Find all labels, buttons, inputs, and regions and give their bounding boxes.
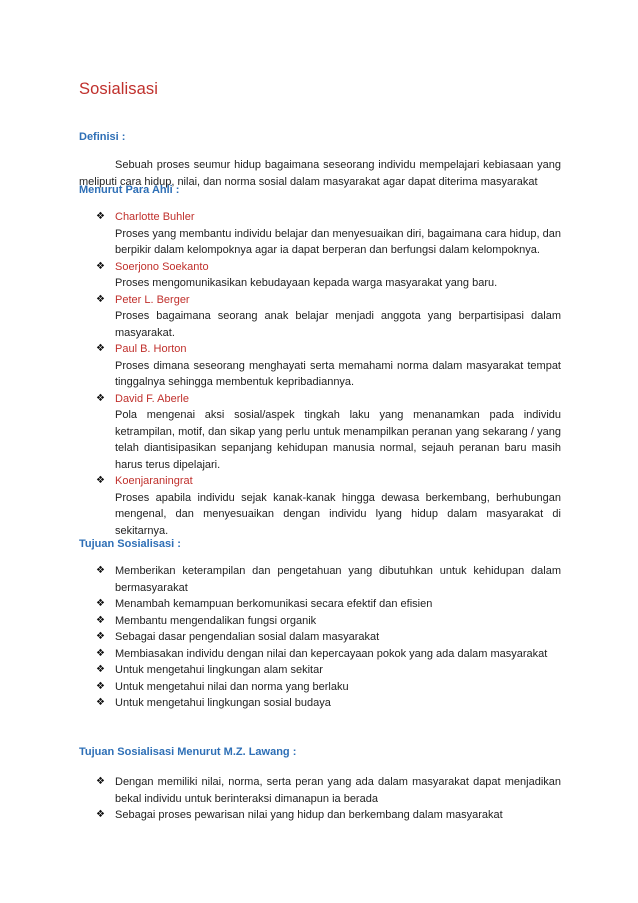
goal-item — [79, 613, 561, 630]
lawang-item — [79, 774, 561, 807]
definition-text: Sebuah proses seumur hidup bagaimana seseorang individu mempelajari kebiasaan yang meliputi cara hidup, nilai, dan norma sosial dalam masyarakat agar dapat diterima masyarakat — [79, 159, 561, 188]
diamond-bullet-icon: ❖ — [96, 697, 105, 708]
expert-name: Paul B. Horton — [115, 343, 187, 355]
diamond-bullet-icon: ❖ — [96, 392, 105, 404]
expert-description: Proses mengomunikasikan kebudayaan kepada warga masyarakat yang baru. — [115, 277, 498, 289]
goal-text: Untuk mengetahui lingkungan sosial budaya — [115, 697, 331, 709]
goal-item — [79, 629, 561, 646]
diamond-bullet-icon: ❖ — [96, 680, 105, 692]
goal-text: Sebagai dasar pengendalian sosial dalam masyarakat — [115, 631, 380, 643]
lawang-text: Dengan memiliki nilai, norma, serta peran yang ada dalam masyarakat dapat menjadikan bekal individu untuk berinteraksi dimanapun ia berada — [115, 776, 561, 805]
expert-description: Proses yang membantu individu belajar dan menyesuaikan diri, bagaimana cara hidup, dan berpikir dalam kelompoknya agar ia dapat berperan dan berfungsi dalam kelompoknya. — [115, 227, 561, 256]
diamond-bullet-icon: ❖ — [96, 343, 105, 354]
goal-text: Menambah kemampuan berkomunikasi secara efektif dan efisien — [115, 598, 433, 610]
goals-list — [79, 563, 561, 712]
expert-item — [79, 259, 561, 292]
diamond-bullet-icon: ❖ — [96, 664, 105, 675]
goal-text: Membiasakan individu dengan nilai dan kepercayaan pokok yang ada dalam masyarakat — [115, 647, 548, 660]
diamond-bullet-icon: ❖ — [96, 211, 105, 222]
expert-item — [79, 209, 561, 259]
expert-name: Peter L. Berger — [115, 293, 190, 306]
goal-text: Untuk mengetahui lingkungan alam sekitar — [115, 664, 323, 676]
goal-item — [79, 563, 561, 596]
expert-item — [79, 341, 561, 391]
goal-item — [79, 695, 561, 712]
expert-name: Koenjaraningrat — [115, 475, 193, 487]
expert-description: Pola mengenai aksi sosial/aspek tingkah laku yang menanamkan pada individu ketrampilan, motif, dan sikap yang perlu untuk menampilkan peranan yang sekarang / yang telah diantisipasikan sepanjang kehidupan manusia normal, sejauh peranan baru masih harus terus dipelajari. — [115, 409, 561, 471]
lawang-item — [79, 807, 561, 824]
goal-text: Untuk mengetahui nilai dan norma yang berlaku — [115, 680, 349, 693]
goal-item — [79, 662, 561, 679]
lawang-text: Sebagai proses pewarisan nilai yang hidup dan berkembang dalam masyarakat — [115, 809, 503, 821]
diamond-bullet-icon: ❖ — [96, 809, 105, 820]
diamond-bullet-icon: ❖ — [96, 475, 105, 486]
experts-heading: Menurut Para Ahli : — [79, 184, 180, 196]
goal-text: Membantu mengendalikan fungsi organik — [115, 614, 317, 627]
definition-heading: Definisi : — [79, 131, 126, 143]
expert-name: Soerjono Soekanto — [115, 260, 209, 273]
expert-description: Proses bagaimana seorang anak belajar menjadi anggota yang berpartisipasi dalam masyarakat. — [115, 310, 561, 339]
experts-list — [79, 209, 561, 539]
diamond-bullet-icon: ❖ — [96, 631, 105, 642]
diamond-bullet-icon: ❖ — [96, 598, 105, 609]
diamond-bullet-icon: ❖ — [96, 565, 105, 576]
lawang-list — [79, 774, 561, 824]
diamond-bullet-icon: ❖ — [96, 614, 105, 626]
goal-item — [79, 646, 561, 663]
goal-item — [79, 679, 561, 696]
expert-item — [79, 473, 561, 539]
diamond-bullet-icon: ❖ — [96, 260, 105, 272]
expert-description: Proses dimana seseorang menghayati serta memahami norma dalam masyarakat tempat tinggalnya sehingga membentuk kepribadiannya. — [115, 359, 561, 388]
lawang-heading: Tujuan Sosialisasi Menurut M.Z. Lawang : — [79, 746, 297, 758]
goals-heading: Tujuan Sosialisasi : — [79, 538, 181, 550]
diamond-bullet-icon: ❖ — [96, 647, 105, 659]
diamond-bullet-icon: ❖ — [96, 776, 105, 787]
expert-name: Charlotte Buhler — [115, 211, 195, 223]
goal-item — [79, 596, 561, 613]
expert-item — [79, 292, 561, 342]
diamond-bullet-icon: ❖ — [96, 293, 105, 305]
document-title: Sosialisasi — [79, 80, 159, 98]
expert-item — [79, 391, 561, 474]
goal-text: Memberikan keterampilan dan pengetahuan yang dibutuhkan untuk kehidupan dalam bermasyarakat — [115, 565, 561, 594]
expert-name: David F. Aberle — [115, 392, 189, 405]
expert-description: Proses apabila individu sejak kanak-kanak hingga dewasa berkembang, berhubungan mengenal, dan menyesuaikan dengan individu lyang hidup dalam masyarakat di sekitarnya. — [115, 491, 561, 537]
